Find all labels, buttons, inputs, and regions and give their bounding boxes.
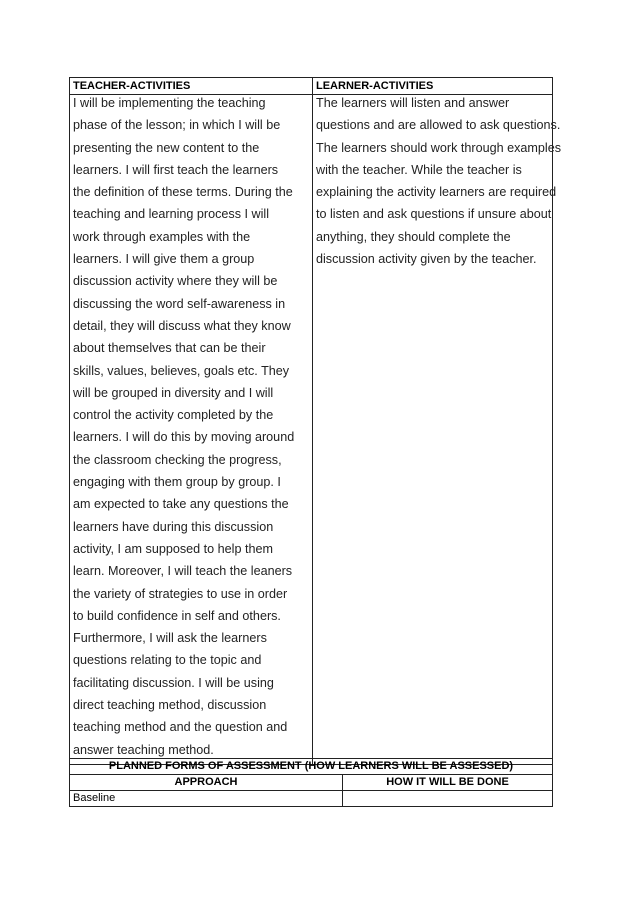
activities-body-row bbox=[70, 95, 553, 765]
teacher-line: engaging with them group by group. I bbox=[73, 475, 281, 490]
learner-line: to listen and ask questions if unsure about bbox=[316, 207, 552, 222]
teacher-line: questions relating to the topic and bbox=[73, 653, 262, 668]
teacher-line: skills, values, believes, goals etc. They bbox=[73, 363, 290, 378]
assessment-header-row bbox=[70, 775, 553, 791]
learner-line: anything, they should complete the bbox=[316, 229, 511, 244]
assessment-title-row bbox=[70, 759, 553, 775]
learner-line: discussion activity given by the teacher. bbox=[316, 252, 537, 267]
learner-line: The learners should work through examples bbox=[316, 140, 562, 155]
teacher-line: the classroom checking the progress, bbox=[73, 452, 282, 467]
teacher-line: facilitating discussion. I will be using bbox=[73, 675, 274, 690]
teacher-line: presenting the new content to the bbox=[73, 140, 260, 155]
teacher-activities-header: TEACHER-ACTIVITIES bbox=[70, 78, 313, 95]
assessment-table bbox=[69, 758, 553, 807]
teacher-line: learners. I will give them a group bbox=[73, 252, 255, 267]
teacher-line: learners. I will first teach the learners bbox=[73, 162, 279, 177]
teacher-line: to build confidence in self and others. bbox=[73, 608, 281, 623]
teacher-line: work through examples with the bbox=[73, 229, 251, 244]
learner-line: questions and are allowed to ask questions. bbox=[316, 118, 561, 133]
teacher-line: learners have during this discussion bbox=[73, 519, 274, 534]
teacher-line: discussing the word self-awareness in bbox=[73, 296, 286, 311]
learner-activities-cell bbox=[313, 95, 562, 765]
teacher-line: control the activity completed by the bbox=[73, 408, 274, 423]
approach-cell: Baseline bbox=[70, 791, 343, 807]
teacher-line: the definition of these terms. During the bbox=[73, 185, 293, 200]
teacher-line: answer teaching method. bbox=[73, 742, 214, 757]
teacher-line: about themselves that can be their bbox=[73, 341, 266, 356]
how-header: HOW IT WILL BE DONE bbox=[343, 775, 553, 791]
learner-line: The learners will listen and answer bbox=[316, 96, 510, 110]
activities-table bbox=[69, 77, 562, 765]
teacher-line: teaching method and the question and bbox=[73, 720, 288, 735]
teacher-line: will be grouped in diversity and I will bbox=[73, 385, 274, 400]
teacher-line: the variety of strategies to use in order bbox=[73, 586, 288, 601]
teacher-line: Furthermore, I will ask the learners bbox=[73, 631, 267, 646]
teacher-line: phase of the lesson; in which I will be bbox=[73, 118, 281, 133]
teacher-line: detail, they will discuss what they know bbox=[73, 318, 291, 333]
teacher-line: discussion activity where they will be bbox=[73, 274, 278, 289]
learner-line: explaining the activity learners are required bbox=[316, 185, 557, 200]
learner-line: with the teacher. While the teacher is bbox=[316, 162, 522, 177]
approach-header: APPROACH bbox=[70, 775, 343, 791]
learner-activities-header: LEARNER-ACTIVITIES bbox=[313, 78, 553, 95]
teacher-line: I will be implementing the teaching bbox=[73, 96, 266, 110]
teacher-line: teaching and learning process I will bbox=[73, 207, 270, 222]
how-cell bbox=[343, 791, 553, 807]
teacher-line: direct teaching method, discussion bbox=[73, 698, 267, 713]
teacher-line: learners. I will do this by moving around bbox=[73, 430, 295, 445]
activities-header-row bbox=[70, 78, 553, 95]
table-row bbox=[70, 791, 553, 807]
teacher-line: am expected to take any questions the bbox=[73, 497, 289, 512]
assessment-title: PLANNED FORMS OF ASSESSMENT (HOW LEARNERS WILL BE ASSESSED) bbox=[70, 759, 553, 775]
teacher-line: activity, I am supposed to help them bbox=[73, 541, 273, 556]
teacher-activities-cell bbox=[70, 95, 313, 765]
teacher-line: learn. Moreover, I will teach the leaners bbox=[73, 564, 293, 579]
